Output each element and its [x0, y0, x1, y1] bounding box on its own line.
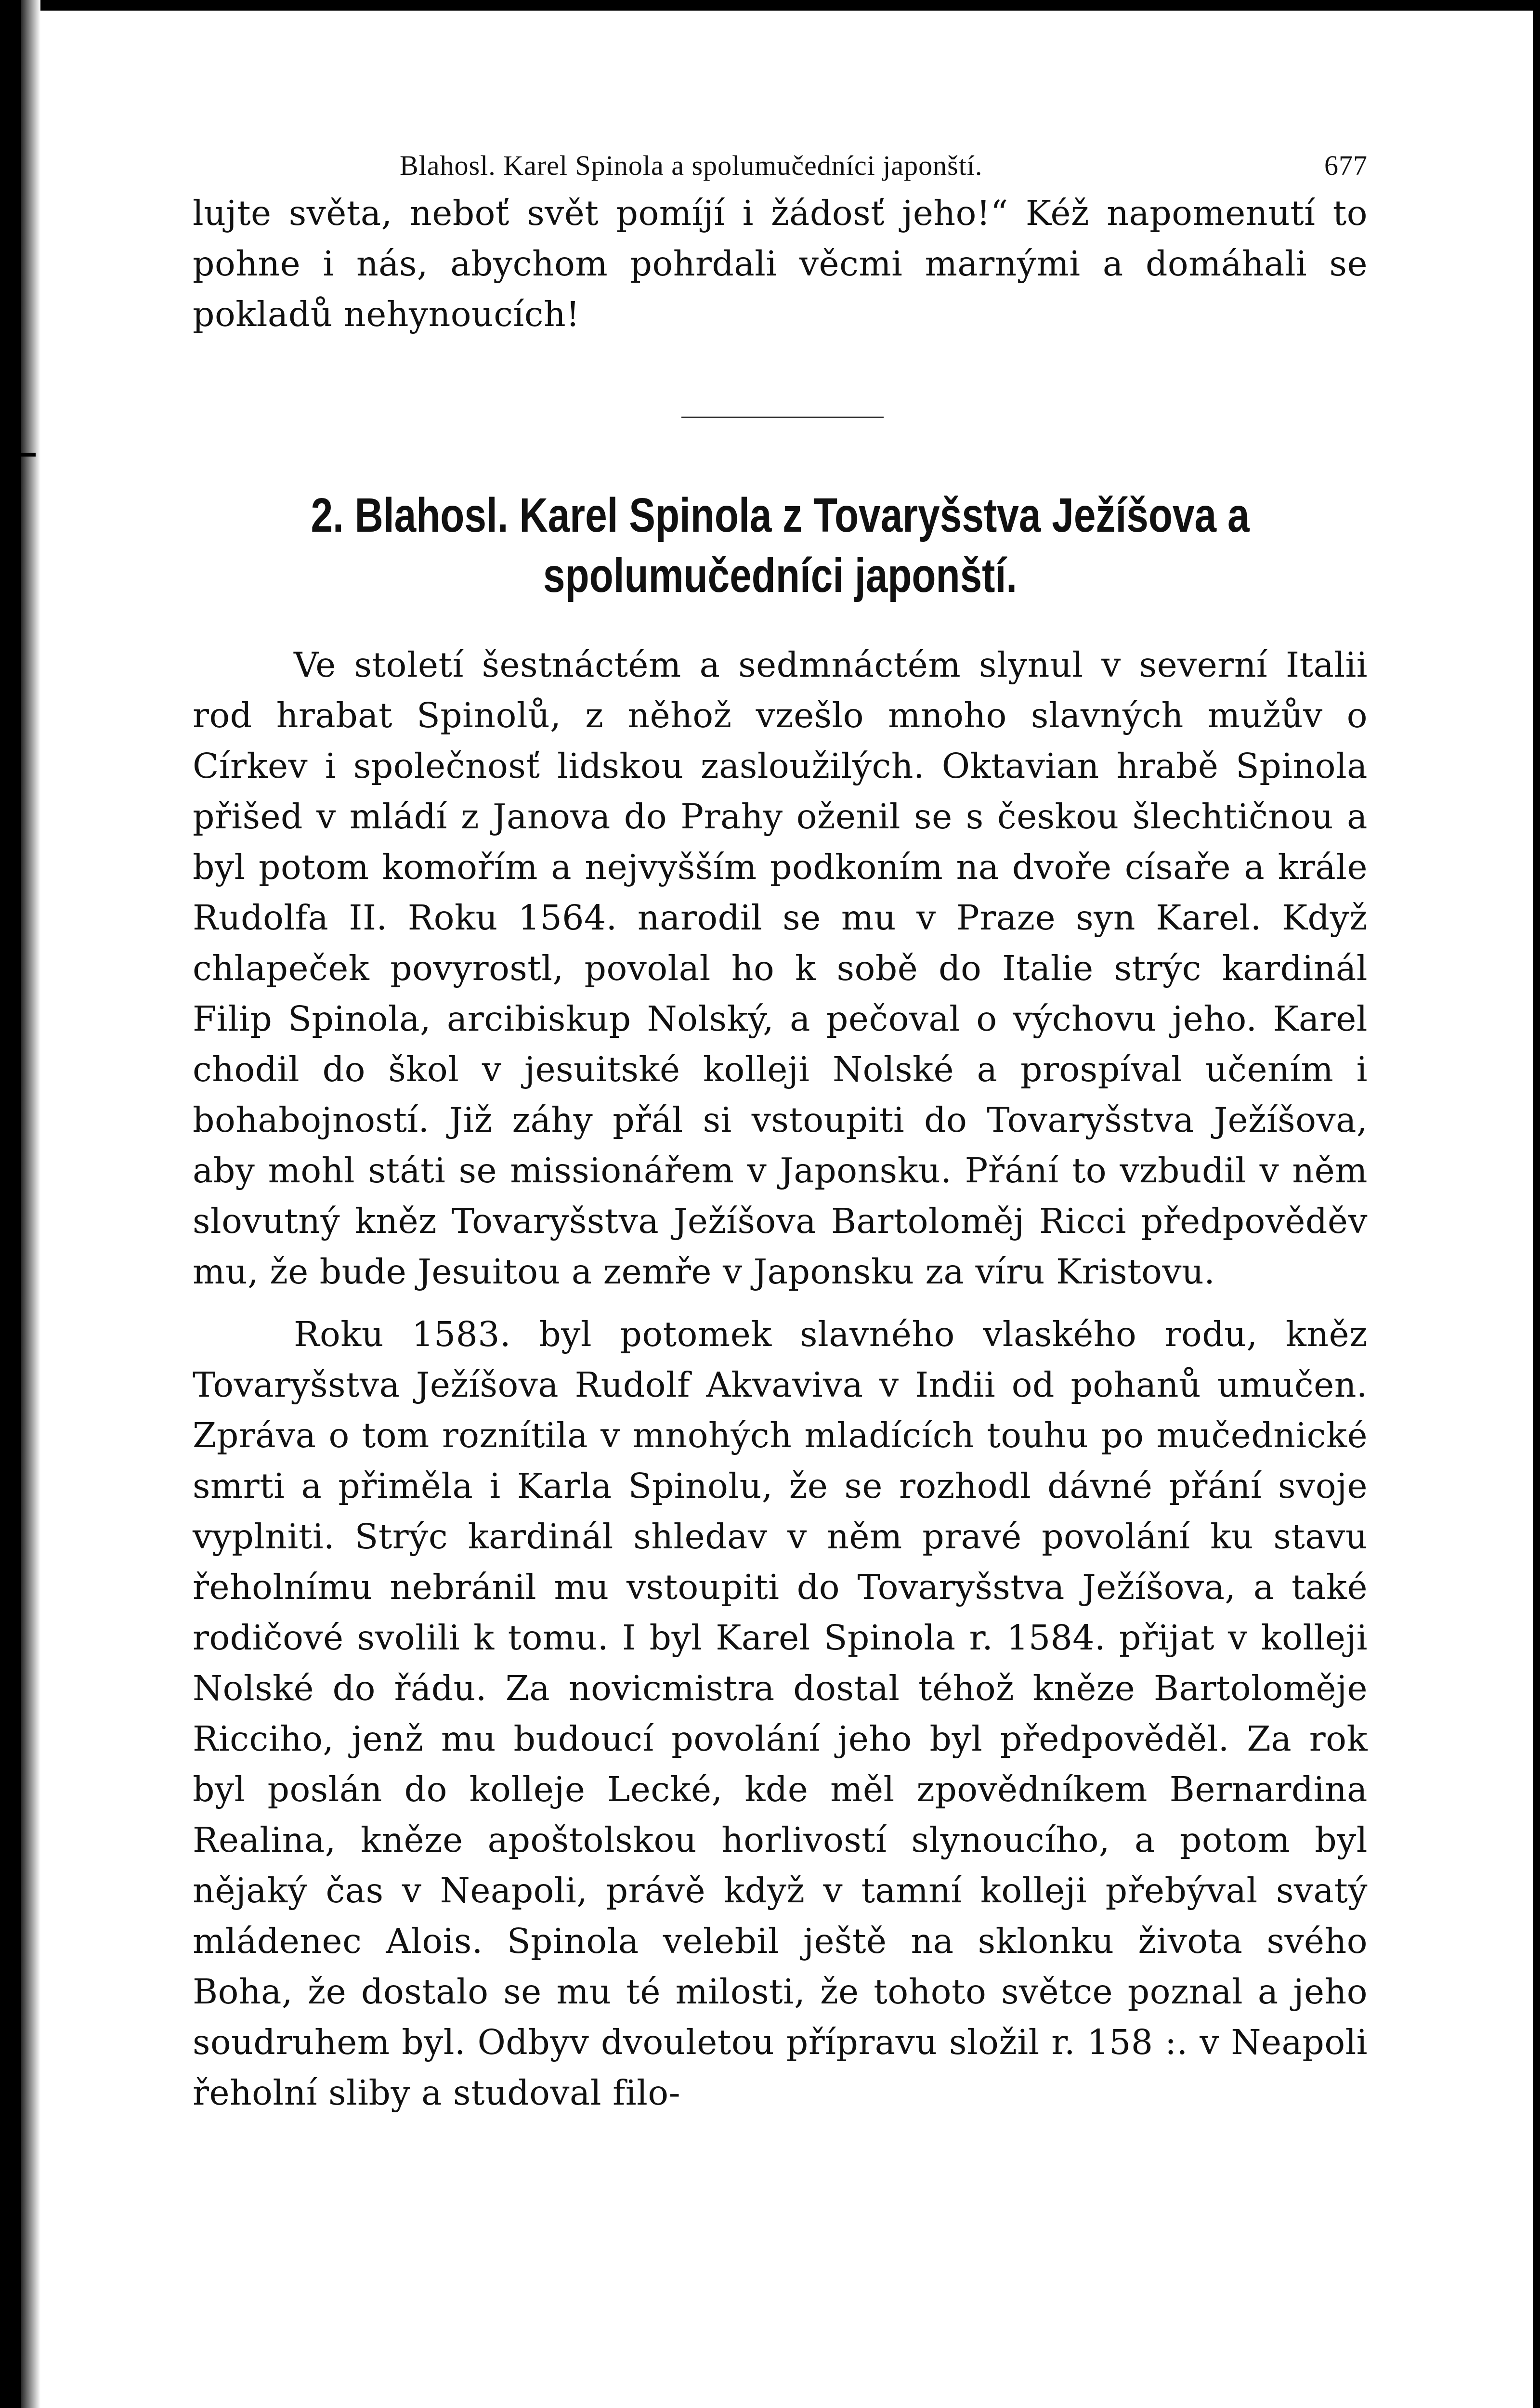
- page-number: 677: [1324, 150, 1368, 181]
- scan-border-left: [0, 0, 21, 2408]
- scan-border-shadow: [21, 0, 40, 2408]
- scan-border-right: [1533, 0, 1540, 2408]
- section-divider: [681, 417, 884, 418]
- section-heading-line-2: spolumučedníci japonští.: [543, 549, 1018, 602]
- running-header: [193, 149, 1368, 188]
- intro-paragraph: lujte světa, neboť svět pomíjí i žádosť jeho!“ Kéž napomenutí to pohne i nás, abychom pohrdali věcmi marnými a domáhali se pokladů nehynoucích!: [193, 193, 1368, 334]
- section-heading-line-1: 2. Blahosl. Karel Spinola z Tovaryšstva Ježíšova a: [311, 488, 1250, 542]
- scan-mark: [21, 453, 36, 457]
- paragraph-gap: [193, 1297, 1368, 1309]
- running-title: Blahosl. Karel Spinola a spolumučedníci japonští.: [400, 150, 983, 181]
- body-paragraph-1: Ve století šestnáctém a sedmnáctém slynul v severní Italii rod hrabat Spinolů, z něhož vzešlo mnoho slavných mužův o Církev i společnosť lidskou zasloužilých. Oktavian hrabě Spinola přišed v mládí z Janova do Prahy oženil se s českou šlechtičnou a byl potom komořím a nejvyšším podkoním na dvoře císaře a krále Rudolfa II. Roku 1564. narodil se mu v Praze syn Karel. Když chlapeček povyrostl, povolal ho k sobě do Italie strýc kardinál Filip Spinola, arcibiskup Nolský, a pečoval o výchovu jeho. Karel chodil do škol v jesuitské kolleji Nolské a prospíval učením i bohabojností. Již záhy přál si vstoupiti do Tovaryšstva Ježíšova, aby mohl státi se missionářem v Japonsku. Přání to vzbudil v něm slovutný kněz Tovaryšstva Ježíšova Bartoloměj Ricci předpověděv mu, že bude Jesuitou a zemře v Japonsku za víru Kristovu.: [193, 645, 1368, 1292]
- scan-border-top: [0, 0, 1540, 11]
- book-page: [193, 149, 1368, 2118]
- body-paragraph-2: Roku 1583. byl potomek slavného vlaského rodu, kněz Tovaryšstva Ježíšova Rudolf Akvaviva v Indii od pohanů umučen. Zpráva o tom roznítila v mnohých mladících touhu po mučednické smrti a přiměla i Karla Spinolu, že se rozhodl dávné přání svoje vyplniti. Strýc kardinál shledav v něm pravé povolání ku stavu řeholnímu nebránil mu vstoupiti do Tovaryšstva Ježíšova, a také rodičové svolili k tomu. I byl Karel Spinola r. 1584. přijat v kolleji Nolské do řádu. Za novicmistra dostal téhož kněze Bartoloměje Ricciho, jenž mu budoucí povolání jeho byl předpověděl. Za rok byl poslán do kolleje Lecké, kde měl zpovědníkem Bernardina Realina, kněze apoštolskou horlivostí slynoucího, a potom byl nějaký čas v Neapoli, právě když v tamní kolleji přebýval svatý mládenec Alois. Spinola velebil ještě na sklonku života svého Boha, že dostalo se mu té milosti, že tohoto světce poznal a jeho soudruhem byl. Odbyv dvouletou přípravu složil r. 158 :. v Neapoli řeholní sliby a studoval filo-: [193, 1314, 1368, 2113]
- section-heading: [299, 485, 1262, 606]
